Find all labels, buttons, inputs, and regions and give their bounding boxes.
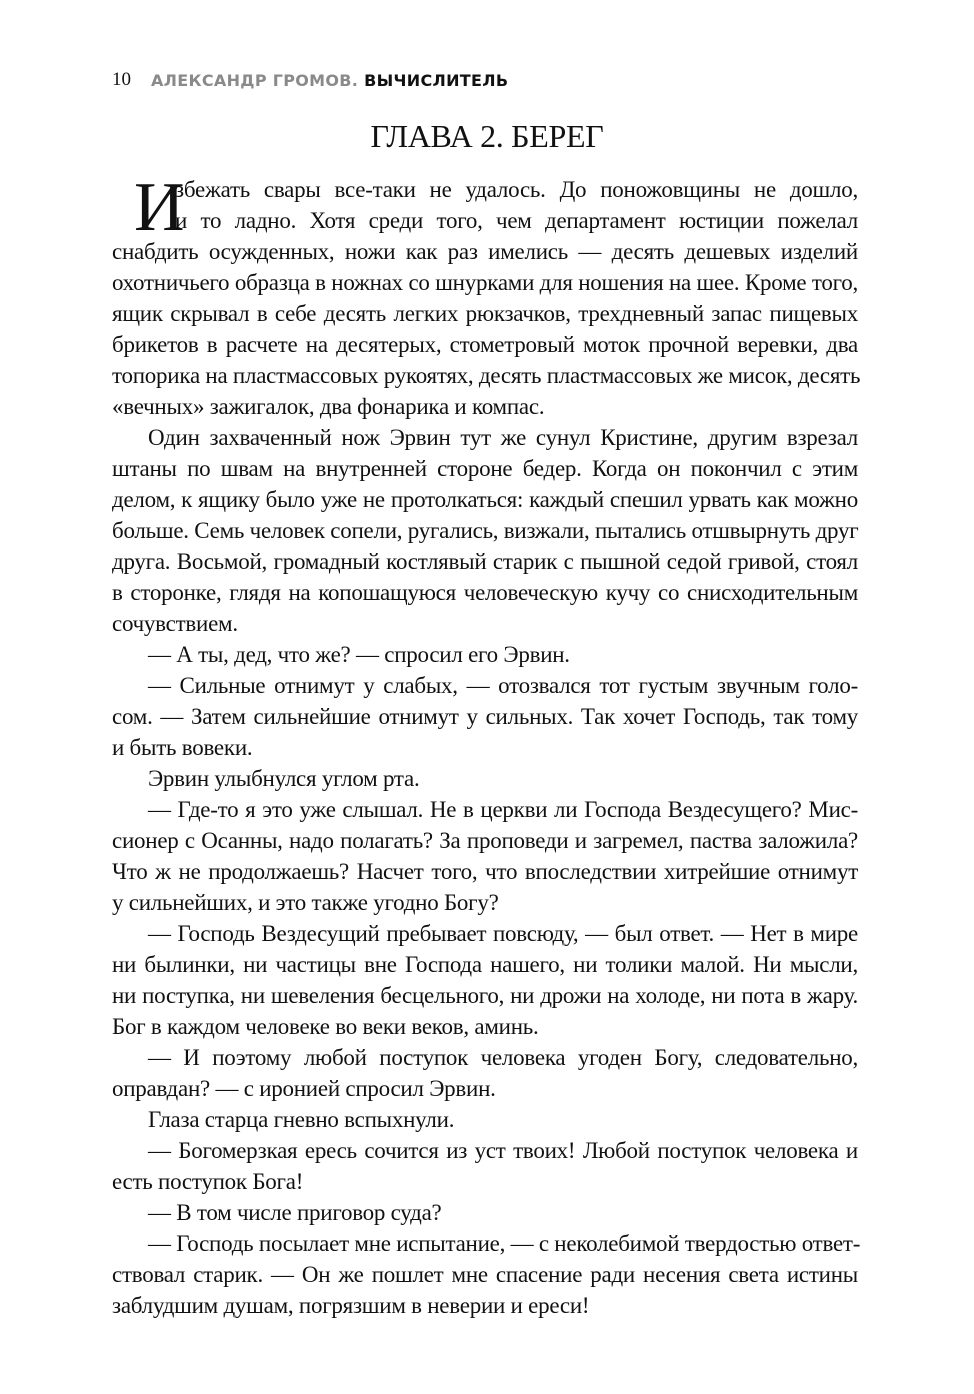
body-text <box>112 169 861 1321</box>
text-line: Один захваченный нож Эрвин тут же сунул Кристине, другим взрезал <box>148 425 858 450</box>
drop-cap: И <box>134 169 185 246</box>
text-line: Бог в каждом человеке во веки веков, аминь. <box>112 1014 539 1039</box>
text-line: и то ладно. Хотя среди того, чем департамент юстиции пожелал <box>175 208 858 233</box>
text-line: друга. Восьмой, громадный костлявый старик с пышной седой гривой, стоял <box>112 549 858 574</box>
text-line: Глаза старца гневно вспыхнули. <box>148 1107 455 1132</box>
text-line: брикетов в расчете на десятерых, стометровый моток прочной веревки, два <box>112 332 858 357</box>
text-line: сом. — Затем сильнейшие отнимут у сильных. Так хочет Господь, так тому <box>112 704 858 729</box>
book-title: ВЫЧИСЛИТЕЛЬ <box>364 70 509 90</box>
text-line: оправдан? — с иронией спросил Эрвин. <box>112 1076 496 1101</box>
text-line: сионер с Осанны, надо полагать? За проповеди и загремел, паства заложила? <box>112 828 858 853</box>
text-line: — А ты, дед, что же? — спросил его Эрвин. <box>148 642 570 667</box>
text-line: — Сильные отнимут у слабых, — отозвался тот густым звучным голо- <box>148 673 858 698</box>
text-line: Эрвин улыбнулся углом рта. <box>148 766 420 791</box>
text-line: ящик скрывал в себе десять легких рюкзачков, трехдневный запас пищевых <box>112 301 858 326</box>
text-line: заблудшим душам, погрязшим в неверии и ереси! <box>112 1293 590 1318</box>
text-line: — Господь Вездесущий пребывает повсюду, — был ответ. — Нет в мире <box>148 921 858 946</box>
text-line: охотничьего образца в ножнах со шнурками для ношения на шее. Кроме того, <box>112 270 858 295</box>
text-line: — В том числе приговор суда? <box>148 1200 442 1225</box>
text-line: есть поступок Бога! <box>112 1169 304 1194</box>
text-line: ствовал старик. — Он же пошлет мне спасение ради несения света истины <box>112 1262 858 1287</box>
text-line: делом, к ящику было уже не протолкаться: каждый спешил урвать как можно <box>112 487 858 512</box>
text-line: у сильнейших, и это также угодно Богу? <box>112 890 499 915</box>
text-line: ни былинки, ни частицы вне Господа нашего, ни толики малой. Ни мысли, <box>112 952 858 977</box>
text-line: — Где-то я это уже слышал. Не в церкви ли Господа Вездесущего? Мис- <box>148 797 858 822</box>
text-line: топорика на пластмассовых рукоятях, десять пластмассовых же мисок, десять <box>112 363 861 388</box>
page-number: 10 <box>112 69 131 90</box>
text-line: — Богомерзкая ересь сочится из уст твоих! Любой поступок человека и <box>148 1138 858 1163</box>
text-line: и быть вовеки. <box>112 735 253 760</box>
text-line: — И поэтому любой поступок человека угоден Богу, следовательно, <box>148 1045 858 1070</box>
running-head <box>112 66 508 94</box>
text-line: Что ж не продолжаешь? Насчет того, что впоследствии хитрейшие отнимут <box>112 859 858 884</box>
author-name: АЛЕКСАНДР ГРОМОВ. <box>151 70 359 90</box>
text-line: ни поступка, ни шевеления бесцельного, ни дрожи на холоде, ни пота в жару. <box>112 983 858 1008</box>
text-line: штаны по швам на внутренней стороне бедер. Когда он покончил с этим <box>112 456 858 481</box>
text-line: — Господь посылает мне испытание, — с неколебимой твердостью ответ- <box>148 1231 861 1256</box>
text-line: в сторонке, глядя на копошащуюся человеческую кучу со снисходительным <box>112 580 858 605</box>
text-line: «вечных» зажигалок, два фонарика и компас. <box>112 394 545 419</box>
text-line: сочувствием. <box>112 611 238 636</box>
chapter-title: ГЛАВА 2. БЕРЕГ <box>370 118 604 154</box>
text-line: больше. Семь человек сопели, ругались, визжали, пытались отшвырнуть друг <box>112 518 859 543</box>
text-line: снабдить осужденных, ножи как раз имелись — десять дешевых изделий <box>112 239 858 264</box>
text-line: збежать свары все-таки не удалось. До поножовщины не дошло, <box>175 177 858 202</box>
